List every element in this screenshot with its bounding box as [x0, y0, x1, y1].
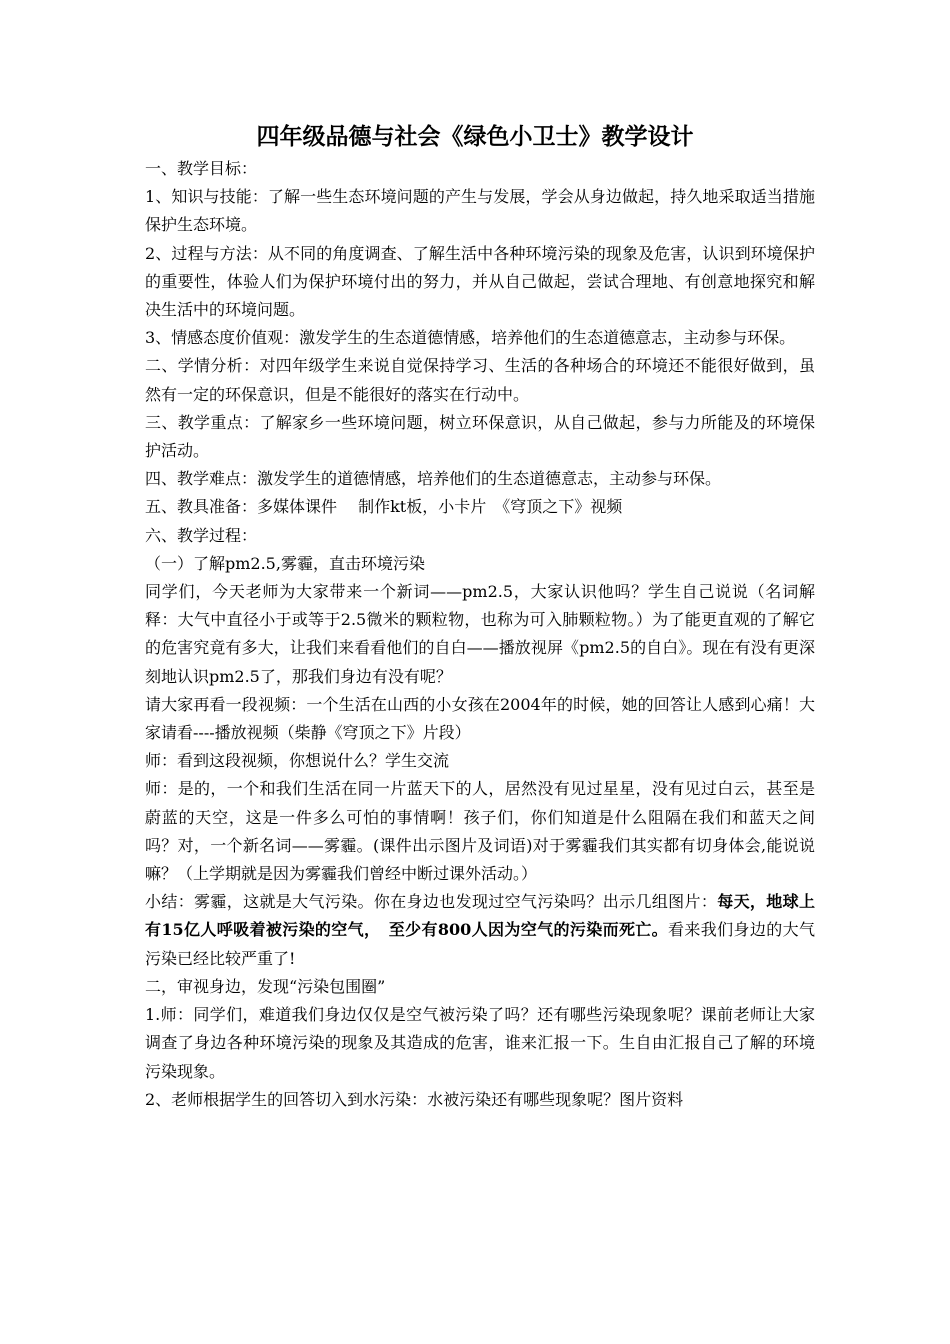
document-body [145, 155, 815, 1114]
heading-section-2: 二，审视身边，发现“污染包围圈” [145, 976, 386, 996]
paragraph-values: 3、情感态度价值观：激发学生的生态道德情感，培养他们的生态道德意志，主动参与环保。 [145, 328, 796, 348]
summary-bold-fact: 每天，地球上有15亿人呼吸着被污染的空气， 至少有800人因为空气的污染而死亡。 [145, 892, 815, 940]
paragraph-key-points: 三、教学重点：了解家乡一些环境问题，树立环保意识，从自己做起，参与力所能及的环境保护活动。 [145, 412, 815, 461]
paragraph-water-pollution: 2、老师根据学生的回答切入到水污染：水被污染还有哪些现象呢？图片资料 [145, 1089, 684, 1109]
summary-text: 小结：雾霾，这就是大气污染。你在身边也发现过空气污染吗？出示几组图片： [145, 892, 718, 912]
paragraph-knowledge-skills: 1、知识与技能：了解一些生态环境问题的产生与发展，学会从身边做起，持久地采取适当措施保护生态环境。 [145, 187, 815, 235]
paragraph-difficulties: 四、教学难点：激发学生的道德情感，培养他们的生态道德意志，主动参与环保。 [145, 469, 722, 489]
paragraph-pollution-survey: 1.师：同学们，难道我们身边仅仅是空气被污染了吗？还有哪些污染现象呢？课前老师让大家调查了身边各种环境污染的现象及其造成的危害，谁来汇报一下。生自由汇报自己了解的环境污染现象。 [145, 1005, 815, 1081]
paragraph-haze: 师：是的，一个和我们生活在同一片蓝天下的人，居然没有见过星星，没有见过白云，甚至是蔚蓝的天空，这是一件多么可怕的事情啊！孩子们，你们知道是什么阻隔在我们和蓝天之间吗？对，一个新名词——雾霾。(课件出示图片及词语)对于雾霾我们其实都有切身体会,能说说嘛？（上学期就是因为雾霾我们曾经中断过课外活动。） [145, 779, 815, 884]
document-title: 四年级品德与社会《绿色小卫士》教学设计 [256, 123, 694, 150]
heading-section-1: （一）了解pm2.5,雾霾，直击环境污染 [145, 553, 425, 573]
paragraph-summary [145, 888, 815, 973]
summary-conclusion: 看来我们身边的大气污染已经比较严重了! [145, 920, 815, 968]
paragraph-materials: 五、教具准备：多媒体课件 制作kt板，小卡片 《穹顶之下》视频 [145, 497, 623, 517]
paragraph-student-analysis: 二、学情分析：对四年级学生来说自觉保持学习、生活的各种场合的环境还不能很好做到，虽然有一定的环保意识，但是不能很好的落实在行动中。 [145, 356, 815, 404]
heading-teaching-goals: 一、教学目标： [145, 159, 258, 178]
paragraph-process-method: 2、过程与方法：从不同的角度调查、了解生活中各种环境污染的现象及危害，认识到环境保护的重要性，体验人们为保护环境付出的努力，并从自己做起，尝试合理地、有创意地探究和解决生活中的环境问题。 [145, 243, 815, 320]
paragraph-video: 请大家再看一段视频：一个生活在山西的小女孩在2004年的时候，她的回答让人感到心痛！大家请看----播放视频（柴静《穹顶之下》片段） [145, 694, 815, 743]
paragraph-pm25-intro: 同学们，今天老师为大家带来一个新词——pm2.5，大家认识他吗？学生自己说说（名词解释：大气中直径小于或等于2.5微米的颗粒物，也称为可入肺颗粒物。）为了能更直观的了解它的危害究竟有多大，让我们来看看他们的自白——播放视屏《pm2.5的自白》。现在有没有更深刻地认识pm2.5了，那我们身边有没有呢？ [145, 582, 815, 686]
heading-teaching-process: 六、教学过程： [145, 525, 258, 545]
paragraph-teacher-question: 师：看到这段视频，你想说什么？学生交流 [145, 751, 450, 771]
